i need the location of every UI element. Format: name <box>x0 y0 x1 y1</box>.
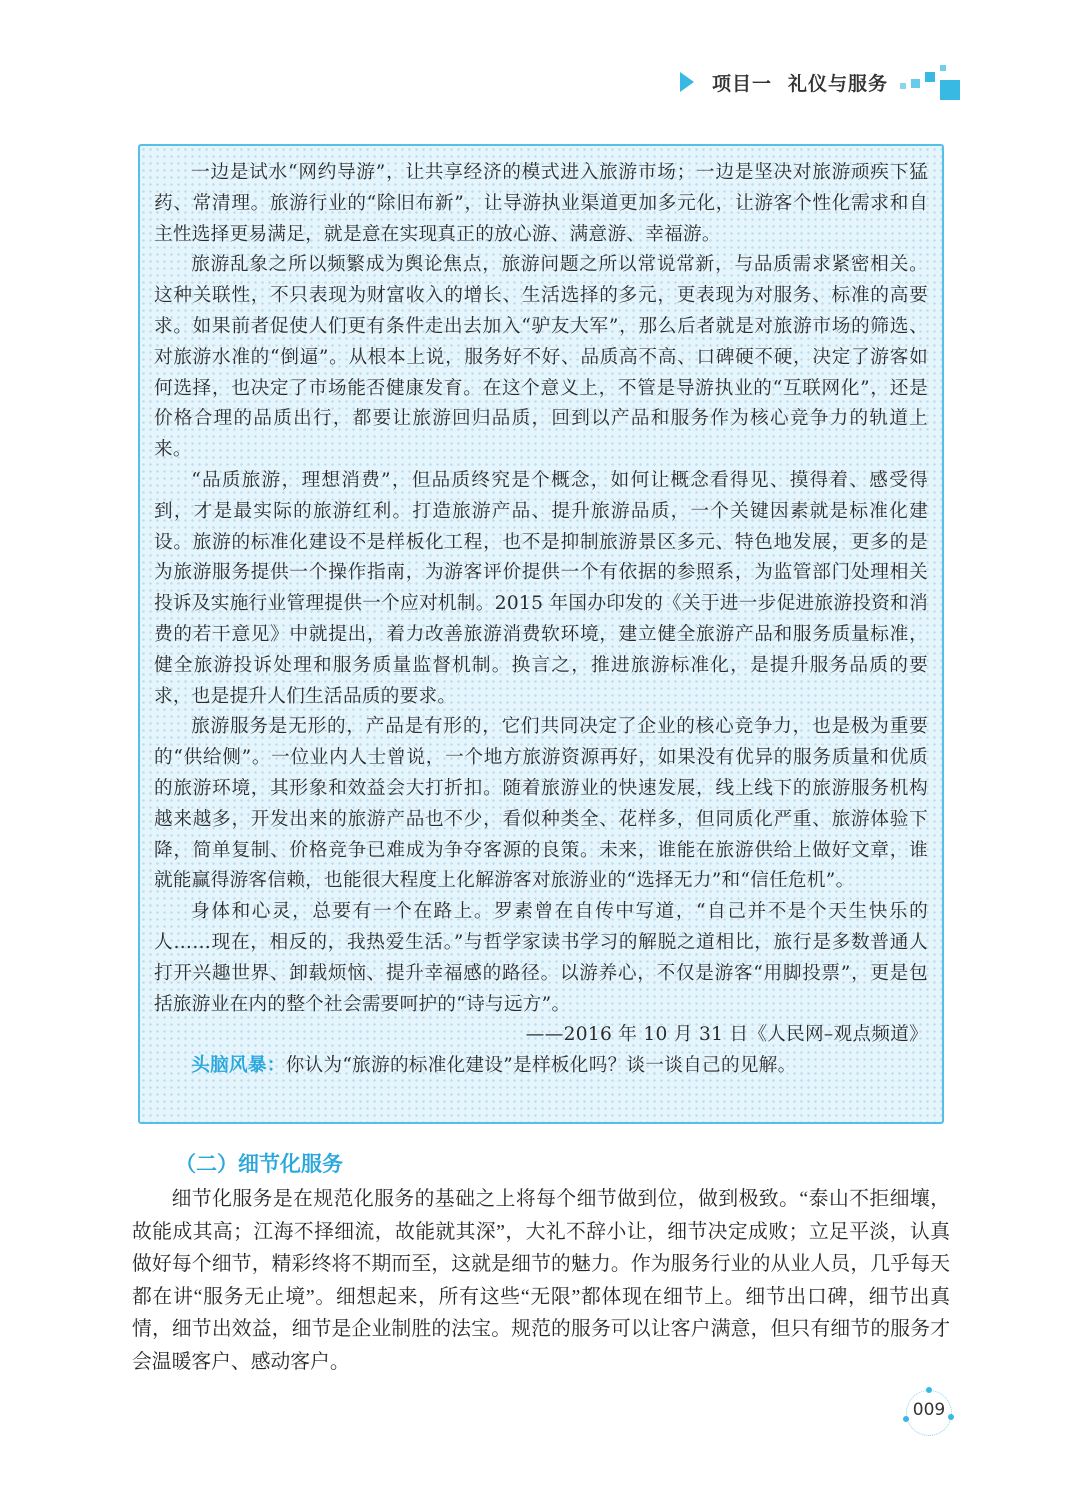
section-paragraph: 细节化服务是在规范化服务的基础之上将每个细节做到位，做到极致。“泰山不拒细壤，故能成其高；江海不择细流，故能就其深”，大礼不辞小让，细节决定成败；立足平淡，认真做好每个细节，精彩终将不期而至，这就是细节的魅力。作为服务行业的从业人员，几乎每天都在讲“服务无止境”。细想起来，所有这些“无限”都体现在细节上。细节出口碑，细节出真情，细节出效益，细节是企业制胜的法宝。规范的服务可以让客户满意，但只有细节的服务才会温暖客户、感动客户。 <box>132 1188 950 1373</box>
source-citation: ——2016 年 10 月 31 日《人民网–观点频道》 <box>525 1024 928 1046</box>
arrow-icon <box>680 72 694 92</box>
page-number-badge <box>902 1386 956 1440</box>
brainstorm-label: 头脑风暴： <box>191 1055 286 1077</box>
box-paragraph-5: 身体和心灵，总要有一个在路上。罗素曾在自传中写道，“自己并不是个天生快乐的人……现在，相反的，我热爱生活。”与哲学家读书学习的解脱之道相比，旅行是多数普通人打开兴趣世界、卸载烦恼、提升幸福感的路径。以游养心，不仅是游客“用脚投票”，更是包括旅游业在内的整个社会需要呵护的“诗与远方”。 <box>154 901 928 1015</box>
page-number: 009 <box>912 1400 946 1420</box>
brainstorm-question <box>154 1051 928 1082</box>
header-project: 项目一 <box>712 73 773 95</box>
box-paragraph-2: 旅游乱象之所以频繁成为舆论焦点，旅游问题之所以常说常新，与品质需求紧密相关。这种关联性，不只表现为财富收入的增长、生活选择的多元，更表现为对服务、标准的高要求。如果前者促使人们更有条件走出去加入“驴友大军”，那么后者就是对旅游市场的筛选、对旅游水准的“倒逼”。从根本上说，服务好不好、品质高不高、口碑硬不硬，决定了游客如何选择，也决定了市场能否健康发育。在这个意义上，不管是导游执业的“互联网化”，还是价格合理的品质出行，都要让旅游回归品质，回到以产品和服务作为核心竞争力的轨道上来。 <box>154 254 928 461</box>
box-paragraph-3: “品质旅游，理想消费”，但品质终究是个概念，如何让概念看得见、摸得着、感受得到，才是最实际的旅游红利。打造旅游产品、提升旅游品质，一个关键因素就是标准化建设。旅游的标准化建设不是样板化工程，也不是抑制旅游景区多元、特色地发展，更多的是为旅游服务提供一个操作指南，为游客评价提供一个有依据的参照系，为监管部门处理相关投诉及实施行业管理提供一个应对机制。2015 年国办印发的《关于进一步促进旅游投资和消费的若干意见》中就提出，着力改善旅游消费软环境，建立健全旅游产品和服务质量标准，健全旅游投诉处理和服务质量监督机制。换言之，推进旅游标准化，是提升服务品质的要求，也是提升人们生活品质的要求。 <box>154 469 928 707</box>
reading-box <box>138 144 944 1124</box>
squares-decoration-icon <box>900 62 960 110</box>
header-chapter-title: 礼仪与服务 <box>788 73 889 95</box>
header-title <box>712 69 888 96</box>
page-header <box>676 62 966 110</box>
box-paragraph-4: 旅游服务是无形的，产品是有形的，它们共同决定了企业的核心竞争力，也是极为重要的“供给侧”。一位业内人士曾说，一个地方旅游资源再好，如果没有优异的服务质量和优质的旅游环境，其形象和效益会大打折扣。随着旅游业的快速发展，线上线下的旅游服务机构越来越多，开发出来的旅游产品也不少，看似种类全、花样多，但同质化严重、旅游体验下降，简单复制、价格竞争已难成为争夺客源的良策。未来，谁能在旅游供给上做好文章，谁就能赢得游客信赖，也能很大程度上化解游客对旅游业的“选择无力”和“信任危机”。 <box>154 716 928 892</box>
dot-icon <box>926 1387 932 1393</box>
section-body <box>132 1183 950 1379</box>
section-title: （二）细节化服务 <box>175 1152 343 1176</box>
box-paragraph-1: 一边是试水“网约导游”，让共享经济的模式进入旅游市场；一边是坚决对旅游顽疾下猛药、常清理。旅游行业的“除旧布新”，让导游执业渠道更加多元化，让游客个性化需求和自主性选择更易满足，就是意在实现真正的放心游、满意游、幸福游。 <box>154 162 928 245</box>
brainstorm-text: 你认为“旅游的标准化建设”是样板化吗？谈一谈自己的见解。 <box>285 1055 797 1077</box>
